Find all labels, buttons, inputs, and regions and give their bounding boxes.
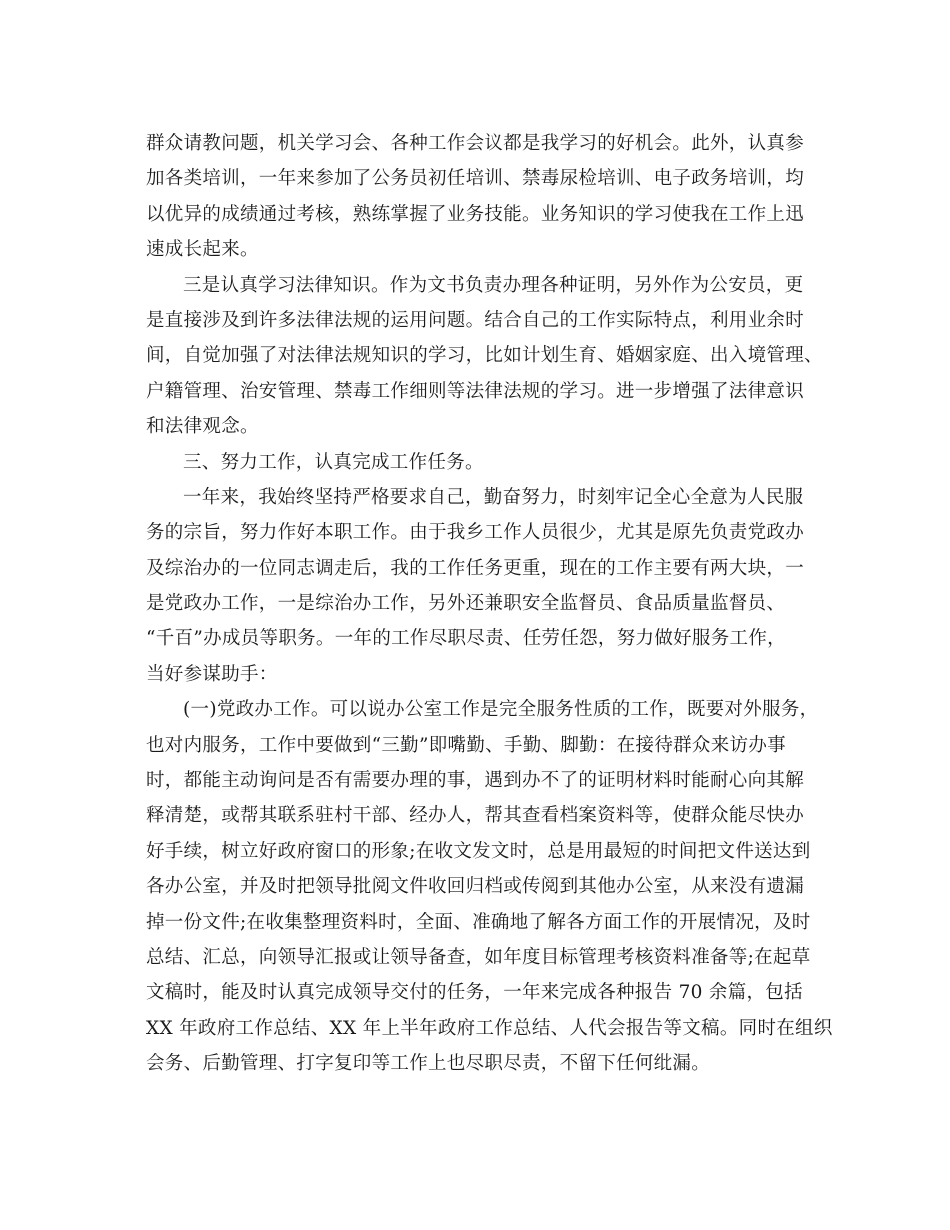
text-line: 三、努力工作，认真完成工作任务。 — [183, 451, 484, 473]
text-line: “千百”办成员等职务。一年的工作尽职尽责、任劳任怨，努力做好服务工作， — [146, 628, 786, 650]
text-line: 好手续，树立好政府窗口的形象;在收文发文时，总是用最短的时间把文件送达到 — [146, 840, 811, 862]
text-line: 总结、汇总，向领导汇报或让领导备查，如年度目标管理考核资料准备等;在起草 — [146, 946, 811, 968]
text-line: (一)党政办工作。可以说办公室工作是完全服务性质的工作，既要对外服务， — [183, 699, 819, 721]
text-line: 及综治办的一位同志调走后，我的工作任务更重，现在的工作主要有两大块，一 — [146, 557, 805, 579]
text-line: 也对内服务，工作中要做到“三勤”即嘴勤、手勤、脚勤：在接待群众来访办事 — [146, 734, 786, 756]
text-line: 释清楚，或帮其联系驻村干部、经办人，帮其查看档案资料等，使群众能尽快办 — [146, 805, 805, 827]
text-line: 各办公室，并及时把领导批阅文件收回归档或传阅到其他办公室，从来没有遗漏 — [146, 876, 805, 898]
text-line: 间，自觉加强了对法律法规知识的学习，比如计划生育、婚姻家庭、出入境管理、 — [146, 345, 823, 367]
text-line: 和法律观念。 — [146, 416, 259, 438]
text-line: 群众请教问题，机关学习会、各种工作会议都是我学习的好机会。此外，认真参 — [146, 133, 805, 154]
text-line: 以优异的成绩通过考核，熟练掌握了业务技能。业务知识的学习使我在工作上迅 — [146, 203, 805, 225]
text-line: 文稿时，能及时认真完成领导交付的任务，一年来完成各种报告 70 余篇，包括 — [146, 982, 803, 1004]
text-line: 是党政办工作，一是综治办工作，另外还兼职安全监督员、食品质量监督员、 — [146, 593, 786, 615]
text-line: 时，都能主动询问是否有需要办理的事，遇到办不了的证明材料时能耐心向其解 — [146, 770, 805, 792]
text-line: 当好参谋助手： — [146, 663, 278, 685]
text-line: 一年来，我始终坚持严格要求自己，勤奋努力，时刻牢记全心全意为人民服 — [183, 486, 804, 508]
text-line: 三是认真学习法律知识。作为文书负责办理各种证明，另外作为公安员，更 — [183, 274, 804, 296]
text-line: 速成长起来。 — [146, 239, 259, 261]
text-line: 加各类培训，一年来参加了公务员初任培训、禁毒尿检培训、电子政务培训，均 — [146, 168, 805, 190]
document-body — [146, 126, 833, 1082]
text-line: 掉一份文件;在收集整理资料时，全面、准确地了解各方面工作的开展情况，及时 — [146, 911, 811, 933]
text-line: 会务、后勤管理、打字复印等工作上也尽职尽责，不留下任何纰漏。 — [146, 1053, 711, 1075]
text-line: 户籍管理、治安管理、禁毒工作细则等法律法规的学习。进一步增强了法律意识 — [146, 380, 805, 402]
text-line: 务的宗旨，努力作好本职工作。由于我乡工作人员很少，尤其是原先负责党政办 — [146, 522, 805, 544]
text-line: 是直接涉及到许多法律法规的运用问题。结合自己的工作实际特点，利用业余时 — [146, 309, 805, 331]
text-line: XX 年政府工作总结、XX 年上半年政府工作总结、人代会报告等文稿。同时在组织 — [146, 1017, 833, 1039]
